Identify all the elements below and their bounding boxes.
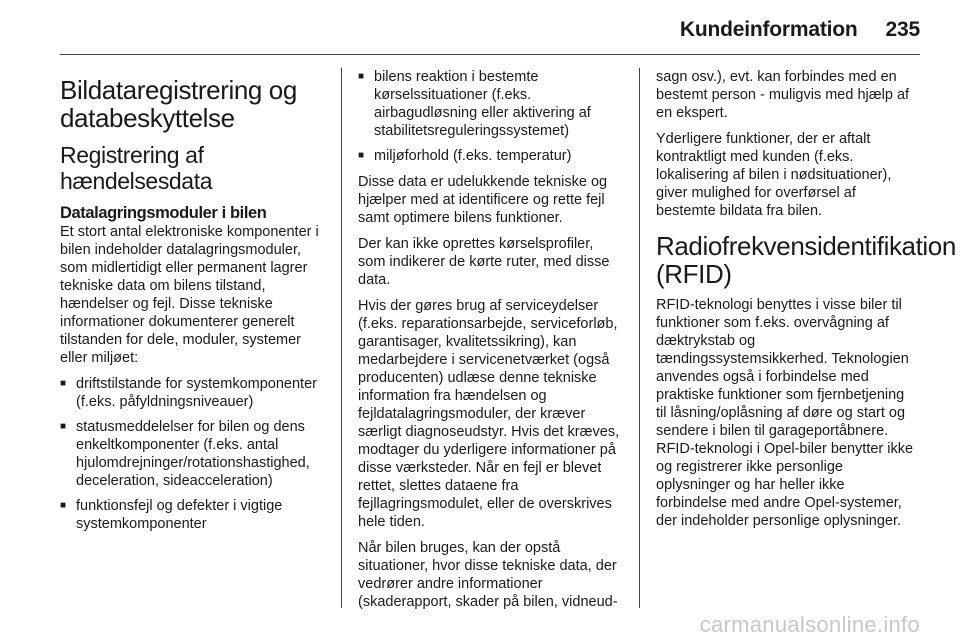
paragraph-technical-data: Disse data er udelukkende tekniske og hjælper med at identificere og rette fejl samt optimere bilens funktioner. xyxy=(358,174,608,226)
column-divider-left xyxy=(341,68,342,608)
intro-paragraph: Et stort antal elektroniske komponenter i bilen indeholder datalagringsmoduler, som midlertidigt eller permanent lagrer tekniske data om bilens tilstand, hændelser og fejl. Disse tekniske informationer dokumenterer generelt tilstanden for dele, moduler, systemer eller miljøet: xyxy=(60,224,319,366)
paragraph-situations: Når bilen bruges, kan der opstå situationer, hvor disse tekniske data, der vedrører andre informationer (skaderapport, skader på bilen, vidneud- xyxy=(358,540,618,610)
list-item: ■ miljøforhold (f.eks. temperatur) xyxy=(358,147,620,165)
column-2 xyxy=(358,68,620,619)
column-3 xyxy=(656,68,956,538)
list-item: ■ statusmeddelelser for bilen og dens enkeltkomponenter (f.eks. antal hjulomdrejninger/rotationshastighed, deceleration, sideacceleration) xyxy=(60,418,322,490)
paragraph-additional-functions: Yderligere funktioner, der er aftalt kontraktligt med kunden (f.eks. lokalisering af bilen i nødsituationer), giver mulighed for overførsel af bestemte bildata fra bilen. xyxy=(656,131,892,219)
subsection-heading-event-data: Registrering af hændelsesdata xyxy=(60,142,213,194)
paragraph-rfid: RFID-teknologi benyttes i visse biler til funktioner som f.eks. overvågning af dæktrykstab og tændingssystemsikkerhed. Teknologien anvendes også i forbindelse med praktiske funktioner som fjernbetjening til låsning/oplåsning af døre og start og sendere i bilen til garageportåbnere. RFID-teknologi i Opel-biler benytter ikke og registrerer ikke personlige oplysninger og har heller ikke forbindelse med andre Opel-systemer, der indeholder personlige oplysninger. xyxy=(656,297,914,529)
bullet-list-2 xyxy=(358,68,620,165)
paragraph-continued: sagn osv.), evt. kan forbindes med en bestemt person - muligvis med hjælp af en ekspert. xyxy=(656,69,910,121)
section-heading-rfid: Radiofrekvensidentifikation (RFID) xyxy=(656,231,956,289)
watermark: carmanualsonline.info xyxy=(699,612,920,637)
column-divider-right xyxy=(639,68,640,608)
bullet-list-1 xyxy=(60,375,322,533)
header-title: Kundeinformation xyxy=(679,18,858,41)
paragraph-service: Hvis der gøres brug af serviceydelser (f.eks. reparationsarbejde, serviceforløb, garantisager, kvalitetssikring), kan medarbejdere i servicenetværket (også producenten) udlæse denne tekniske information fra hændelsen og fejldatalagringsmoduler, der kræver særligt diagnoseudstyr. Hvis det kræves, modtager du yderligere informationer på disse værksteder. Når en fejl er blevet rettet, slettes dataene fra fejllagringsmodulet, eller de overskrives hele tiden. xyxy=(358,298,620,530)
page-header xyxy=(680,18,920,42)
list-item: ■ bilens reaktion i bestemte kørselssituationer (f.eks. airbagudløsning eller aktivering af stabilitetsreguleringssystemet) xyxy=(358,68,620,140)
page-number: 235 xyxy=(885,18,920,41)
section-heading-data-registration: Bildataregistrering og databeskyttelse xyxy=(60,75,297,133)
header-rule xyxy=(60,54,920,55)
topic-heading-storage-modules: Datalagringsmoduler i bilen xyxy=(60,204,267,222)
column-1 xyxy=(60,68,322,541)
list-item: ■ funktionsfejl og defekter i vigtige systemkomponenter xyxy=(60,497,322,533)
list-item: ■ driftstilstande for systemkomponenter (f.eks. påfyldningsniveauer) xyxy=(60,375,322,411)
paragraph-driving-profiles: Der kan ikke oprettes kørselsprofiler, som indikerer de kørte ruter, med disse data. xyxy=(358,236,610,288)
